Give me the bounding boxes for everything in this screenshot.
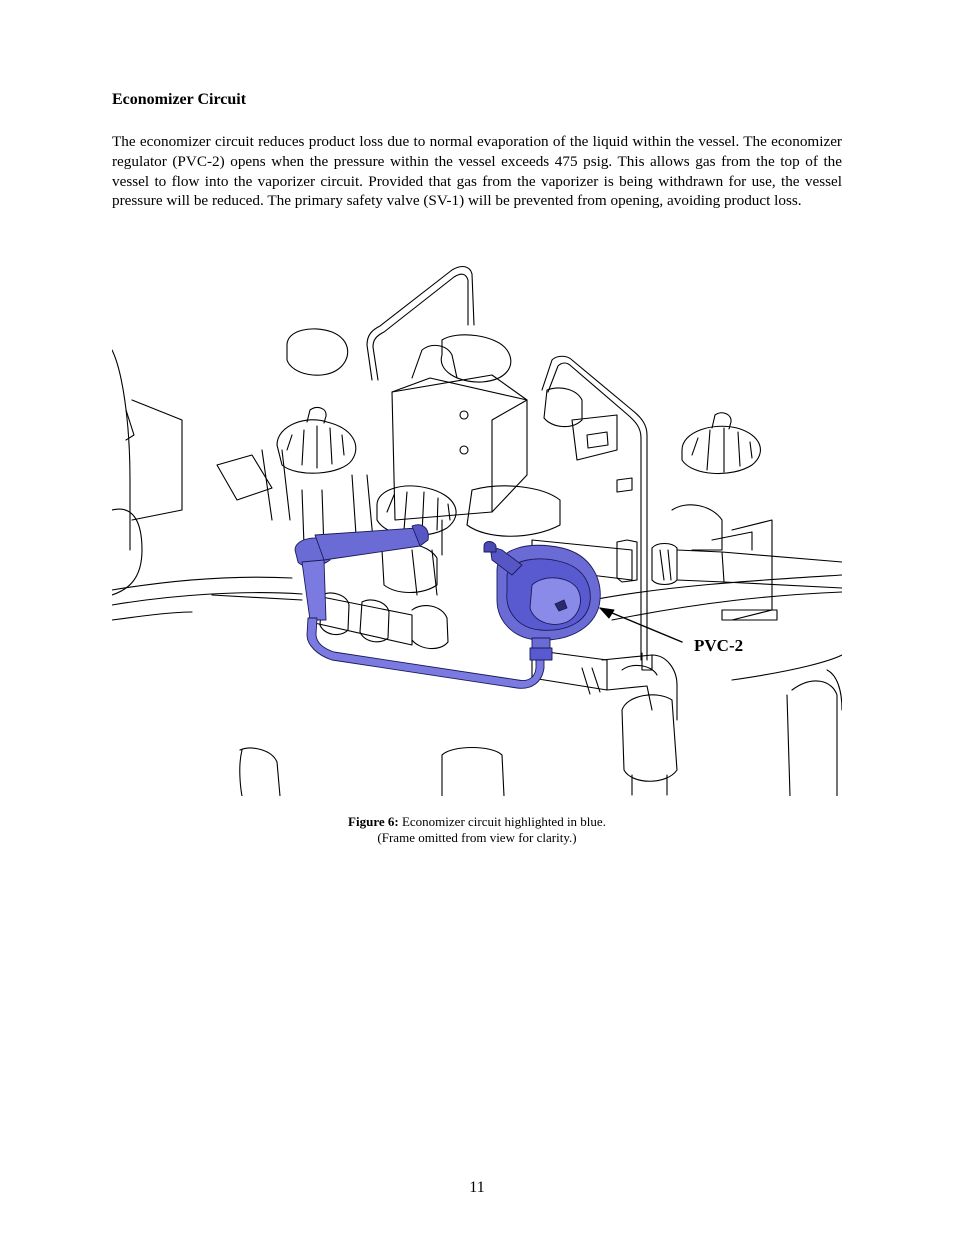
caption-figure-label: Figure 6: [348,814,399,829]
economizer-line-drawing [112,250,842,796]
figure-caption [0,814,954,846]
right-pipework [532,505,842,795]
pvc-2-label: PVC-2 [694,636,744,655]
section-paragraph: The economizer circuit reduces product loss due to normal evaporation of the liquid within the vessel. The economizer regulator (PVC-2) opens when the pressure within the vessel exceeds 475 psig. This allows gas from the top of the vessel to flow into the vaporizer circuit. Provided that gas from the vaporizer is being withdrawn for use, the vessel pressure will be reduced. The primary safety valve (SV-1) will be prevented from opening, avoiding product loss. [112,133,842,210]
caption-note: (Frame omitted from view for clarity.) [377,830,577,845]
vessel-outline [112,350,842,796]
page-number: 11 [469,1179,485,1196]
section-title: Economizer Circuit [112,91,247,108]
left-pipework [212,550,448,649]
economizer-circuit-highlight [295,525,600,689]
caption-line-1 [0,814,954,830]
figure-economizer-diagram [112,250,842,796]
caption-text: Economizer circuit highlighted in blue. [398,814,606,829]
